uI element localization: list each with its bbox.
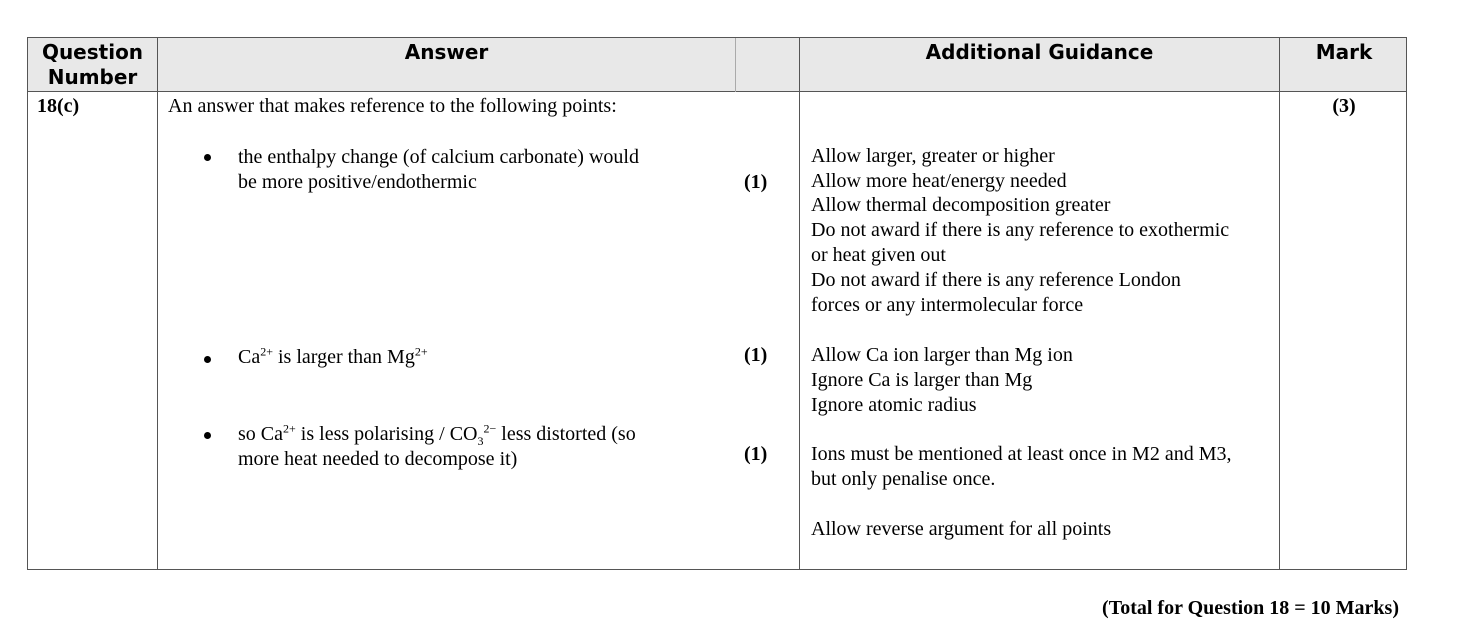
point-3-guidance-4: Allow reverse argument for all points xyxy=(811,518,1112,540)
point-2-guidance-3: Ignore atomic radius xyxy=(811,394,977,416)
question-total: (Total for Question 18 = 10 Marks) xyxy=(1102,597,1399,619)
header-mark: Mark xyxy=(1315,40,1373,64)
point-2-guidance-1: Allow Ca ion larger than Mg ion xyxy=(811,344,1073,366)
point-1-line-2: be more positive/endothermic xyxy=(238,171,477,193)
point-2-text: $Ca^{2+}$ is larger than $Mg^{2+}$ xyxy=(238,344,428,368)
point-3-guidance-1: Ions must be mentioned at least once in M2 and M3, xyxy=(811,443,1232,465)
point-3-guidance-2: but only penalise once. xyxy=(811,468,996,490)
bullet-point-3 xyxy=(204,432,211,439)
point-1-guidance-3: Allow thermal decomposition greater xyxy=(811,194,1111,216)
header-question-number xyxy=(28,38,157,90)
point-3-line-1: so $Ca^{2+}$ is less polarising / $CO_3^{2-}$ less distorted (so xyxy=(238,421,636,448)
point-3-line-2: more heat needed to decompose it) xyxy=(238,448,518,470)
point-2-mark: (1) xyxy=(744,344,768,366)
point-1-guidance-2: Allow more heat/energy needed xyxy=(811,170,1067,192)
bullet-point-2 xyxy=(204,356,211,363)
answer-intro: An answer that makes reference to the following points: xyxy=(168,95,617,117)
point-1-guidance-6: Do not award if there is any reference London xyxy=(811,269,1181,291)
column-subdivider xyxy=(735,38,736,92)
point-1-mark: (1) xyxy=(744,171,768,193)
point-1-guidance-5: or heat given out xyxy=(811,244,946,266)
mark-scheme-table xyxy=(27,37,1407,570)
point-1-guidance-1: Allow larger, greater or higher xyxy=(811,145,1055,167)
column-divider xyxy=(799,38,800,569)
column-divider xyxy=(157,38,158,569)
point-2-guidance-2: Ignore Ca is larger than Mg xyxy=(811,369,1033,391)
header-question-number-line2: Number xyxy=(47,65,138,89)
question-number: 18(c) xyxy=(37,95,80,117)
total-row-mark: (3) xyxy=(1332,95,1356,117)
header-guidance: Additional Guidance xyxy=(925,40,1154,64)
point-1-line-1: the enthalpy change (of calcium carbonate) would xyxy=(238,146,639,168)
header-answer: Answer xyxy=(404,40,489,64)
bullet-point-1 xyxy=(204,154,211,161)
header-question-number-line1: Question xyxy=(41,40,144,64)
point-3-mark: (1) xyxy=(744,443,768,465)
point-1-guidance-4: Do not award if there is any reference to exothermic xyxy=(811,219,1230,241)
point-1-guidance-7: forces or any intermolecular force xyxy=(811,294,1084,316)
